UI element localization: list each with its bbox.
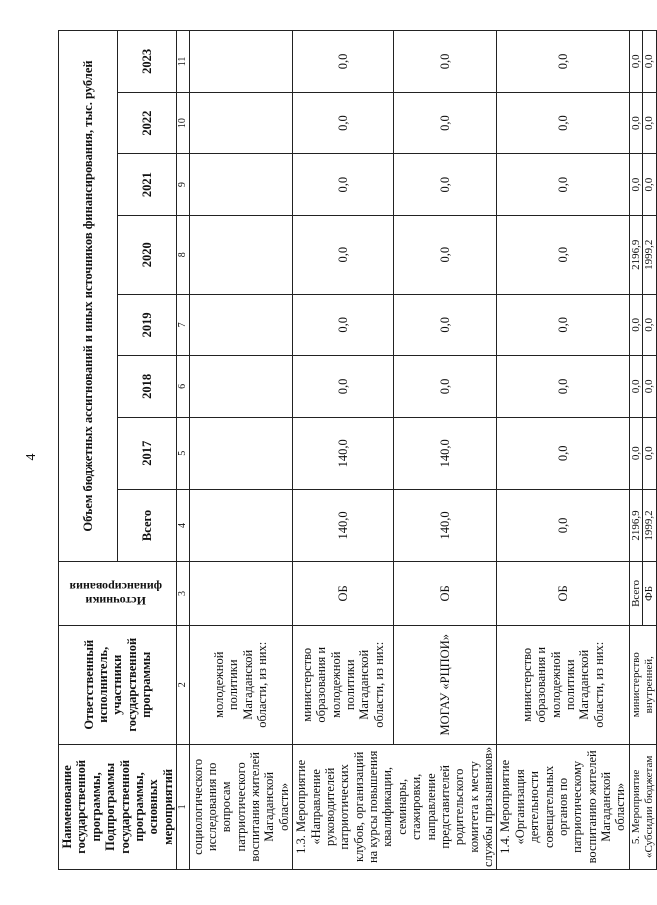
table-row: [393, 31, 497, 870]
year-2023: 2023: [118, 31, 177, 93]
cell: 0,0: [293, 294, 394, 356]
cell: 0,0: [497, 294, 629, 356]
financing-table: [58, 30, 657, 870]
cell: 0,0: [643, 31, 657, 93]
row-responsible: министерство образования и молодежной политики Магаданской области, из них:: [293, 625, 394, 744]
row-source: ОБ: [497, 562, 629, 626]
cell: 140,0: [293, 417, 394, 489]
cell: 0,0: [643, 417, 657, 489]
year-2019: 2019: [118, 294, 177, 356]
year-total: Всего: [118, 489, 177, 561]
cell: 0,0: [293, 356, 394, 418]
cell: 0,0: [393, 215, 497, 294]
colnum: 4: [177, 489, 190, 561]
page-number: 4: [24, 453, 39, 461]
header-funding: Объем бюджетных ассигнований и иных источников финансирования, тыс. рублей: [59, 31, 118, 562]
row-source: ОБ: [393, 562, 497, 626]
cell: 0,0: [393, 294, 497, 356]
colnum: 9: [177, 154, 190, 216]
year-2021: 2021: [118, 154, 177, 216]
cell: 0,0: [393, 31, 497, 93]
row-name: социологического исследования по вопросам патриотического воспитания жителей Магаданской области»: [189, 744, 293, 869]
row-name: 5. Мероприятие «Субсидии бюджетам: [629, 744, 656, 869]
colnum: 2: [177, 625, 190, 744]
cell: 0,0: [497, 31, 629, 93]
cell: 0,0: [497, 92, 629, 154]
cell: 0,0: [643, 154, 657, 216]
cell: 1999,2: [643, 489, 657, 561]
colnum: 11: [177, 31, 190, 93]
header-source-text: Источники финансирования: [69, 580, 163, 609]
table-row: [629, 31, 643, 870]
row-name: 1.3. Мероприятие «Направление руководителей патриотических клубов, организаций на курсы повышения квалификации, семинары, стажировки, направление представителей родительского комитета к месту службы призывников»: [293, 744, 497, 869]
rotated-page: [58, 30, 656, 870]
colnum: 8: [177, 215, 190, 294]
cell: [189, 294, 293, 356]
cell: [189, 31, 293, 93]
cell: 0,0: [293, 215, 394, 294]
cell: 0,0: [629, 356, 643, 418]
row-source: ФБ: [643, 562, 657, 626]
cell: 140,0: [393, 417, 497, 489]
cell: 140,0: [293, 489, 394, 561]
cell: 0,0: [293, 154, 394, 216]
row-source: ОБ: [293, 562, 394, 626]
row-responsible: МОГАУ «РЦПОИ»: [393, 625, 497, 744]
cell: 0,0: [497, 356, 629, 418]
cell: 0,0: [643, 294, 657, 356]
cell: [189, 489, 293, 561]
cell: 0,0: [629, 31, 643, 93]
table-row: [293, 31, 394, 870]
cell: 0,0: [393, 356, 497, 418]
row-responsible: министерство образования и молодежной политики Магаданской области, из них:: [497, 625, 629, 744]
header-responsible: Ответственный исполнитель, участники государственной программы: [59, 625, 177, 744]
colnum: 10: [177, 92, 190, 154]
cell: 0,0: [393, 92, 497, 154]
cell: [189, 154, 293, 216]
colnum: 3: [177, 562, 190, 626]
cell: [189, 356, 293, 418]
cell: 0,0: [629, 294, 643, 356]
cell: 0,0: [629, 154, 643, 216]
colnum: 1: [177, 744, 190, 869]
cell: 0,0: [497, 417, 629, 489]
header-source: [59, 562, 177, 626]
cell: [189, 215, 293, 294]
cell: 0,0: [497, 489, 629, 561]
cell: 0,0: [629, 417, 643, 489]
cell: 0,0: [293, 92, 394, 154]
year-2022: 2022: [118, 92, 177, 154]
table-row: [497, 31, 629, 870]
year-2018: 2018: [118, 356, 177, 418]
year-2017: 2017: [118, 417, 177, 489]
cell: 2196,9: [629, 215, 643, 294]
cell: 2196,9: [629, 489, 643, 561]
cell: 140,0: [393, 489, 497, 561]
row-responsible: молодежной политики Магаданской области, из них:: [189, 625, 293, 744]
row-source: [189, 562, 293, 626]
year-2020: 2020: [118, 215, 177, 294]
cell: 0,0: [629, 92, 643, 154]
row-responsible: министерство внутренней,: [629, 625, 656, 744]
cell: 0,0: [293, 31, 394, 93]
colnum: 6: [177, 356, 190, 418]
header-name: Наименование государственной программы, Подпрограммы государственной программы, основных мероприятий: [59, 744, 177, 869]
cell: 0,0: [497, 215, 629, 294]
cell: 1999,2: [643, 215, 657, 294]
cell: [189, 417, 293, 489]
table-row: [189, 31, 293, 870]
colnum: 5: [177, 417, 190, 489]
cell: 0,0: [643, 356, 657, 418]
cell: 0,0: [497, 154, 629, 216]
row-source: Всего: [629, 562, 643, 626]
colnum: 7: [177, 294, 190, 356]
cell: 0,0: [393, 154, 497, 216]
row-name: 1.4. Мероприятие «Организация деятельности совещательных органов по патриотическому воспитанию жителей Магаданской области»: [497, 744, 629, 869]
cell: [189, 92, 293, 154]
cell: 0,0: [643, 92, 657, 154]
